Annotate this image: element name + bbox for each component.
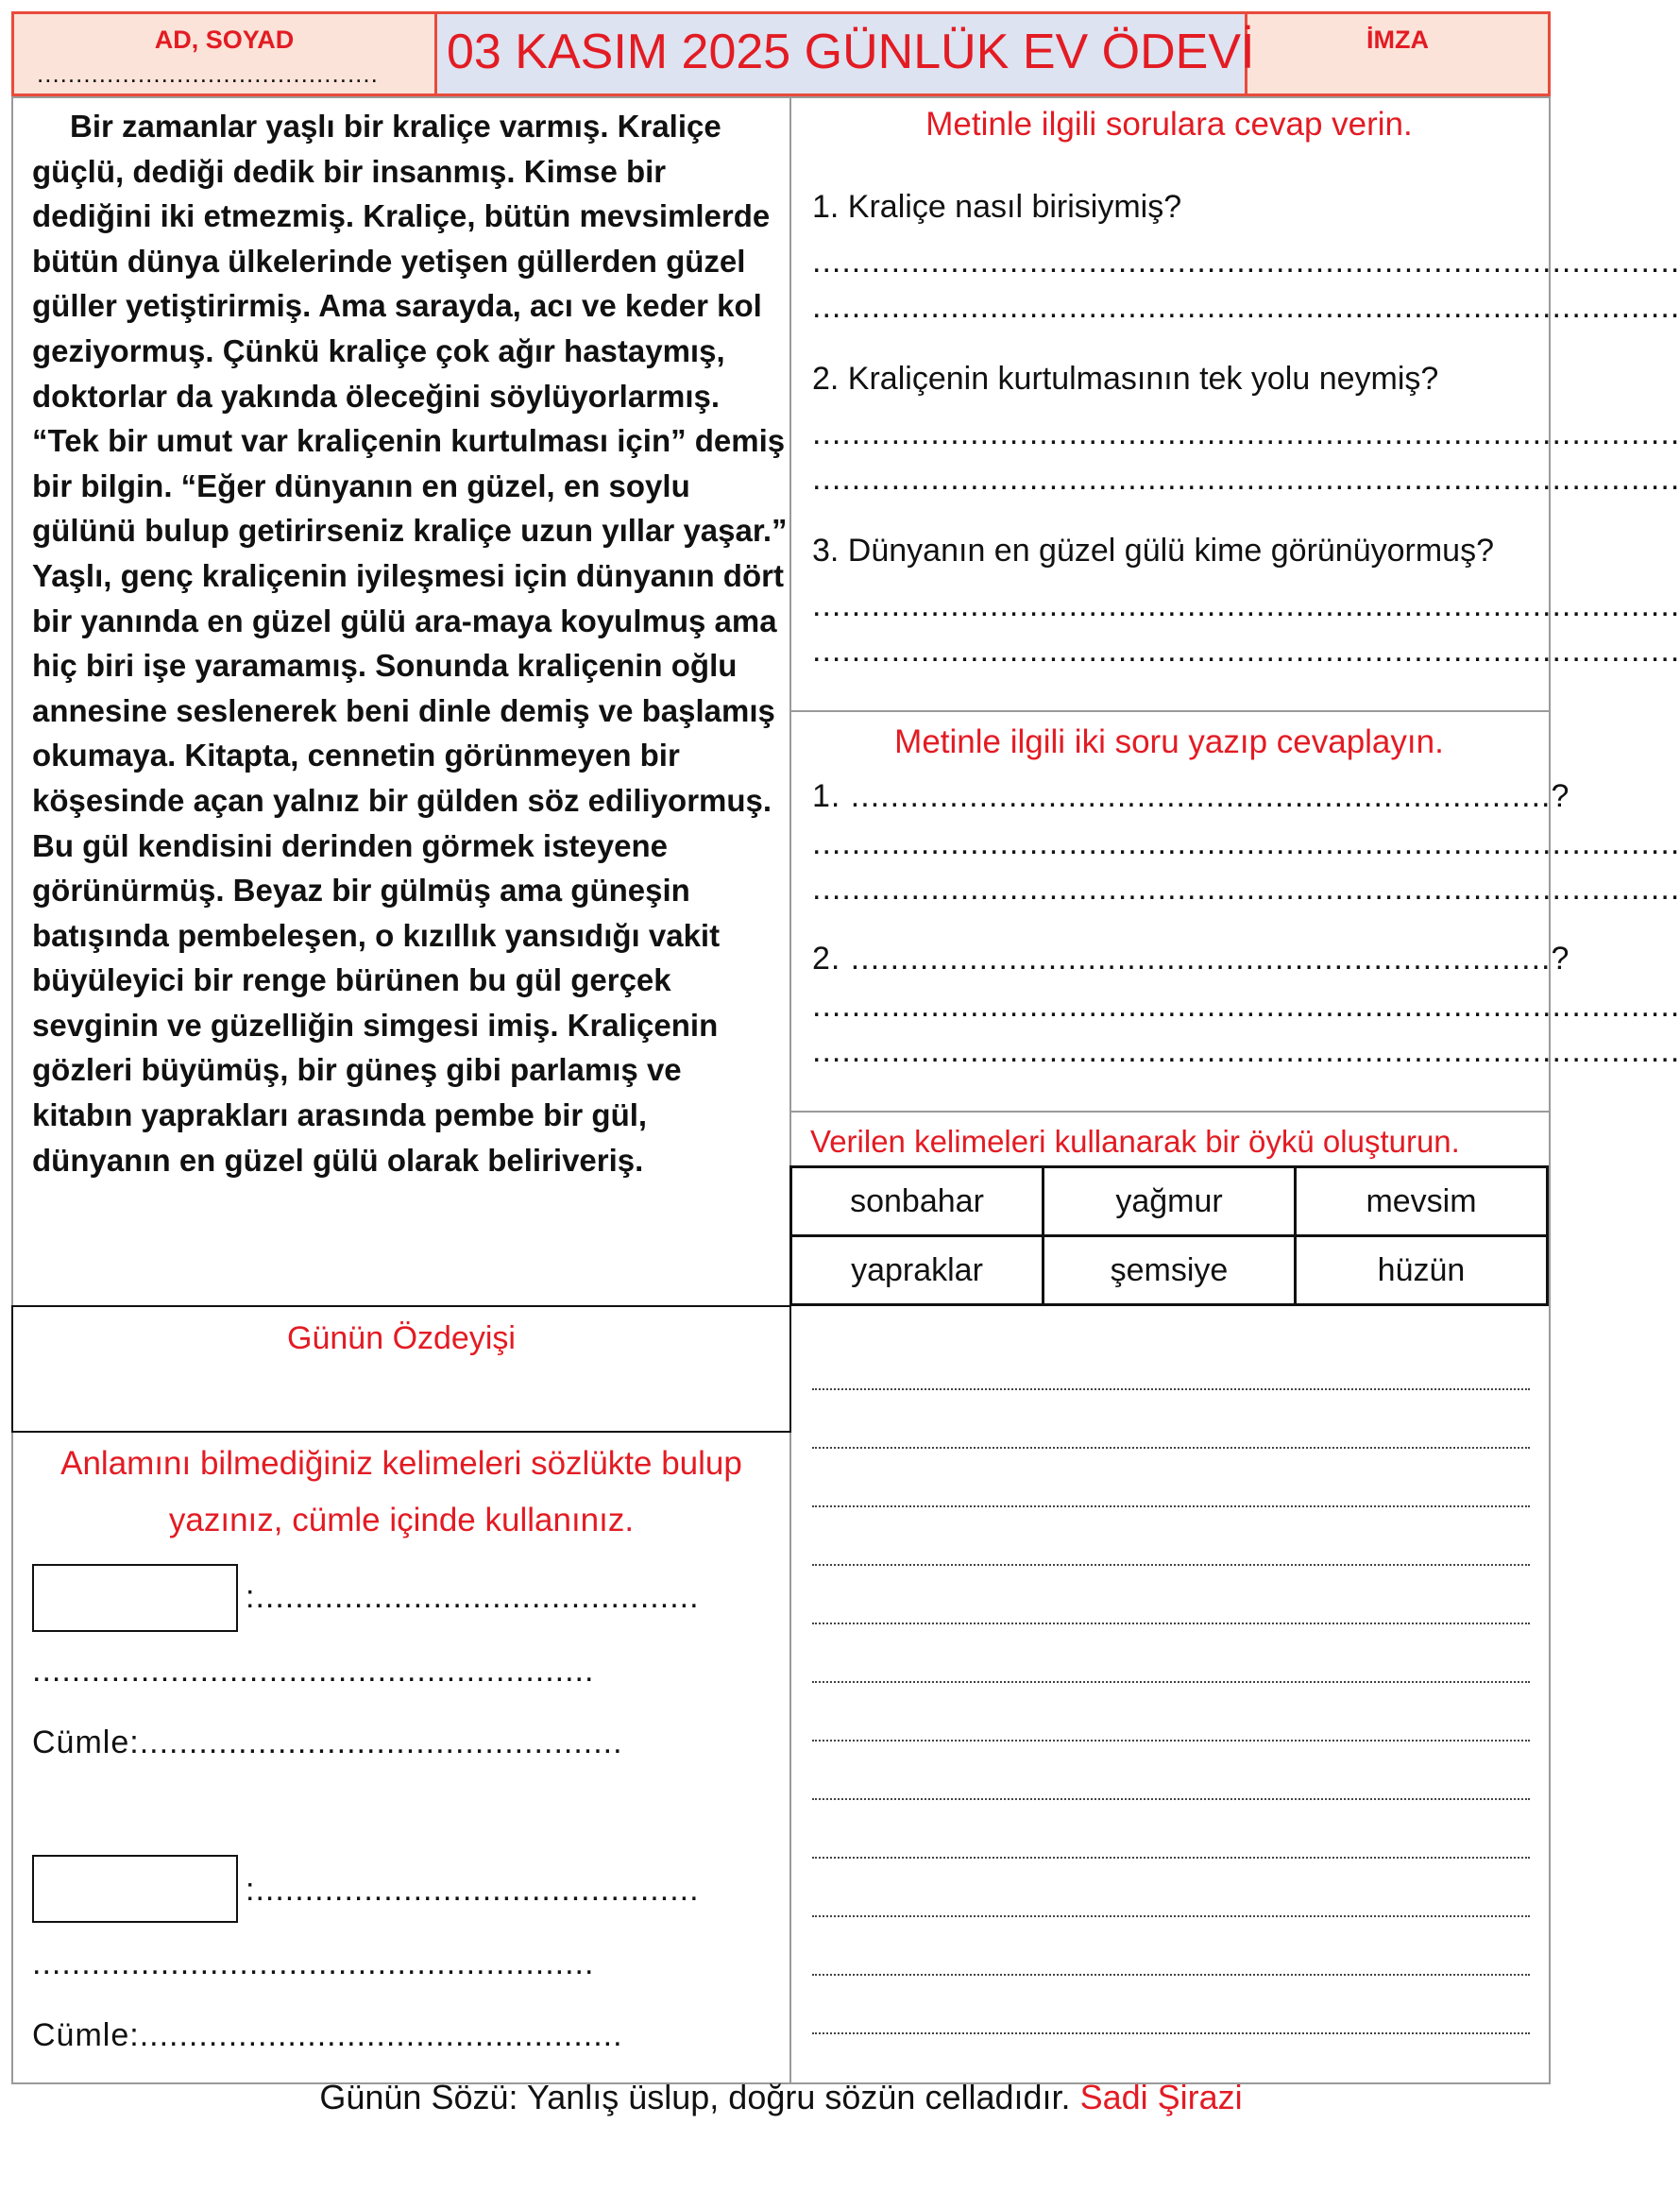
name-label: AD, SOYAD — [154, 25, 295, 54]
word-table — [789, 1165, 1549, 1306]
section-divider — [789, 1111, 1551, 1113]
word-cell: hüzün — [1296, 1236, 1548, 1305]
footer — [0, 2078, 1562, 2117]
answer-line[interactable]: ........................................................................................ — [812, 587, 1680, 623]
word-cell: yağmur — [1044, 1167, 1296, 1236]
questions-heading: Metinle ilgili sorulara cevap verin. — [925, 106, 1413, 143]
answer-line[interactable]: ........................................................................................ — [812, 1033, 1680, 1069]
signature-label: İMZA — [1366, 25, 1429, 54]
worksheet-header — [11, 11, 1551, 96]
answer-line[interactable]: ........................................................................................ — [812, 289, 1680, 325]
story-writing-line[interactable] — [812, 1681, 1530, 1683]
dictionary-heading-line1: Anlamını bilmediğiniz kelimeleri sözlükte bulup — [60, 1445, 742, 1482]
story-writing-line[interactable] — [812, 1915, 1530, 1917]
word-box[interactable] — [32, 1564, 238, 1632]
answer-line[interactable]: ........................................................................................ — [812, 461, 1680, 497]
answer-line[interactable]: ........................................................................................ — [812, 988, 1680, 1024]
story-words-heading: Verilen kelimeleri kullanarak bir öykü oluşturun. — [810, 1124, 1460, 1159]
answer-line[interactable]: ........................................................................................ — [812, 825, 1680, 861]
story-writing-line[interactable] — [812, 1447, 1530, 1449]
footer-saying: Günün Sözü: Yanlış üslup, doğru sözün celladıdır. — [319, 2078, 1071, 2116]
dictionary-heading-line2: yazınız, cümle içinde kullanınız. — [168, 1502, 635, 1538]
sentence-line[interactable]: Cümle:................................................. — [32, 1725, 623, 1760]
column-divider — [789, 96, 791, 2084]
word-cell: yapraklar — [791, 1236, 1044, 1305]
question-3: 3. Dünyanın en güzel gülü kime görünüyormuş? — [812, 533, 1494, 569]
answer-line[interactable]: ........................................................................................ — [812, 244, 1680, 280]
story-writing-line[interactable] — [812, 2032, 1530, 2034]
name-cell — [14, 14, 437, 93]
page-title: 03 KASIM 2025 GÜNLÜK EV ÖDEVİ — [447, 25, 1255, 79]
word-cell: mevsim — [1296, 1167, 1548, 1236]
write-questions-heading: Metinle ilgili iki soru yazıp cevaplayın. — [894, 723, 1444, 760]
title-cell — [437, 14, 1255, 93]
answer-line[interactable]: ........................................................................................ — [812, 633, 1680, 669]
meaning-line[interactable]: :............................................. — [246, 1872, 700, 1908]
word-cell: şemsiye — [1044, 1236, 1296, 1305]
question-2: 2. Kraliçenin kurtulmasının tek yolu neymiş? — [812, 361, 1439, 397]
footer-author: Sadi Şirazi — [1079, 2078, 1243, 2116]
story-writing-line[interactable] — [812, 1740, 1530, 1742]
meaning-line[interactable]: :............................................. — [246, 1579, 700, 1615]
story-writing-line[interactable] — [812, 1388, 1530, 1390]
write-question-2[interactable]: 2. .......................................................................? — [812, 941, 1570, 977]
story-text: Bir zamanlar yaşlı bir kraliçe varmış. Kraliçe güçlü, dediği dedik bir insanmış. Kimse bir dediğini iki etmezmiş. Kraliçe, bütün mevsimlerde bütün dünya ülkelerinde yetişen güllerden güzel güller yetiştirirmiş. Ama sarayda, acı ve keder kol geziyormuş. Çünkü kraliçe çok ağır hastaymış, doktorlar da yakında öleceğini söylüyorlarmış. “Tek bir umut var kraliçenin kurtulması için” demiş bir bilgin. “Eğer dünyanın en güzel, en soylu gülünü bulup getirirseniz kraliçe uzun yıllar yaşar.” Yaşlı, genç kraliçenin iyileşmesi için dünyanın dört bir yanında en güzel gülü ara-maya koyulmuş ama hiç biri işe yaramamış. Sonunda kraliçenin oğlu annesine seslenerek beni dinle demiş ve başlamış okumaya. Kitapta, cennetin görünmeyen bir köşesinde açan yalnız bir gülden söz ediliyormuş. Bu gül kendisini derinden görmek isteyene görünürmüş. Beyaz bir gülmüş ama güneşin batışında pembeleşen, o kızıllık yansıdığı vakit büyüleyici bir renge bürünen bu gül gerçek sevginin ve güzelliğin simgesi imiş. Kraliçenin gözleri büyümüş, bir güneş gibi parlamış ve kitabın yaprakları arasında pembe bir gül, dünyanın en güzel gülü olarak beliriveriş. — [32, 109, 788, 1178]
answer-line[interactable]: ........................................................................................ — [812, 416, 1680, 451]
story-writing-line[interactable] — [812, 1623, 1530, 1624]
proverb-box[interactable] — [11, 1305, 791, 1433]
sentence-line[interactable]: Cümle:................................................. — [32, 2017, 623, 2053]
story-writing-line[interactable] — [812, 1564, 1530, 1566]
proverb-heading: Günün Özdeyişi — [287, 1320, 516, 1356]
word-box[interactable] — [32, 1855, 238, 1923]
meaning-line[interactable]: ......................................................... — [32, 1653, 595, 1689]
story-writing-line[interactable] — [812, 1857, 1530, 1859]
story-writing-line[interactable] — [812, 1798, 1530, 1800]
word-cell: sonbahar — [791, 1167, 1044, 1236]
name-field[interactable]: ............................................ — [37, 59, 379, 88]
answer-line[interactable]: ........................................................................................ — [812, 871, 1680, 907]
story-writing-line[interactable] — [812, 1505, 1530, 1507]
question-1: 1. Kraliçe nasıl birisiymiş? — [812, 189, 1182, 225]
signature-cell[interactable] — [1247, 14, 1548, 93]
section-divider — [789, 710, 1551, 712]
write-question-1[interactable]: 1. .......................................................................? — [812, 778, 1570, 814]
story-writing-line[interactable] — [812, 1974, 1530, 1976]
meaning-line[interactable]: ......................................................... — [32, 1946, 595, 1981]
